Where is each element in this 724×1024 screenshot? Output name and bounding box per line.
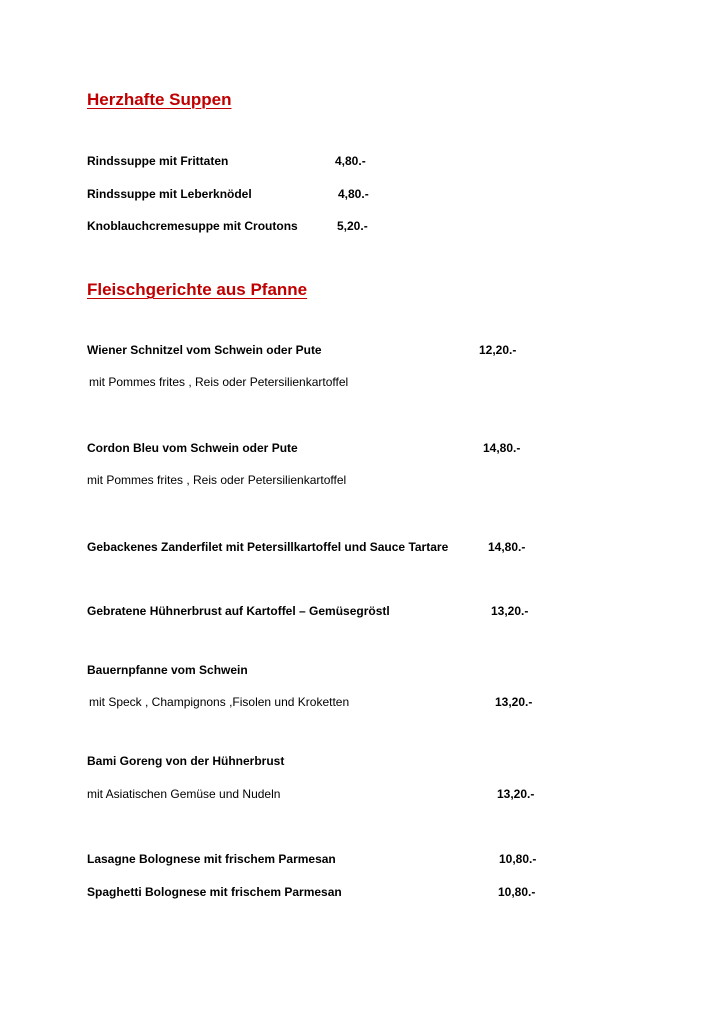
menu-item-name: Cordon Bleu vom Schwein oder Pute <box>87 441 298 455</box>
menu-item-price: 12,20.- <box>479 343 517 357</box>
menu-item-name: Lasagne Bolognese mit frischem Parmesan <box>87 852 336 866</box>
menu-item-price: 13,20.- <box>497 787 535 801</box>
menu-item-description: mit Pommes frites , Reis oder Petersilienkartoffel <box>89 375 349 389</box>
menu-item-price: 10,80.- <box>499 852 537 866</box>
menu-item-name: Spaghetti Bolognese mit frischem Parmesan <box>87 885 342 899</box>
menu-item-name: Rindssuppe mit Frittaten <box>87 154 229 168</box>
menu-item-price: 10,80.- <box>498 885 536 899</box>
menu-item-name: Gebratene Hühnerbrust auf Kartoffel – Gemüsegröstl <box>87 604 390 618</box>
menu-item-name: Gebackenes Zanderfilet mit Petersillkartoffel und Sauce Tartare <box>87 540 449 554</box>
menu-item-name: Wiener Schnitzel vom Schwein oder Pute <box>87 343 322 357</box>
section-title-soups: Herzhafte Suppen <box>87 90 232 109</box>
menu-item-name: Rindssuppe mit Leberknödel <box>87 187 252 201</box>
menu-item-description: mit Speck , Champignons ,Fisolen und Kroketten <box>89 695 350 709</box>
section-title-meat: Fleischgerichte aus Pfanne <box>87 280 308 299</box>
menu-item-price: 4,80.- <box>338 187 369 201</box>
menu-item-price: 14,80.- <box>483 441 521 455</box>
menu-item-price: 4,80.- <box>335 154 366 168</box>
menu-item-price: 13,20.- <box>495 695 533 709</box>
menu-item-description: mit Pommes frites , Reis oder Petersilienkartoffel <box>87 473 347 487</box>
menu-item-price: 5,20.- <box>337 219 368 233</box>
menu-item-price: 14,80.- <box>488 540 526 554</box>
menu-item-name: Bauernpfanne vom Schwein <box>87 663 248 677</box>
menu-item-description: mit Asiatischen Gemüse und Nudeln <box>87 787 281 801</box>
menu-item-price: 13,20.- <box>491 604 529 618</box>
menu-item-name: Bami Goreng von der Hühnerbrust <box>87 754 285 768</box>
menu-item-name: Knoblauchcremesuppe mit Croutons <box>87 219 298 233</box>
